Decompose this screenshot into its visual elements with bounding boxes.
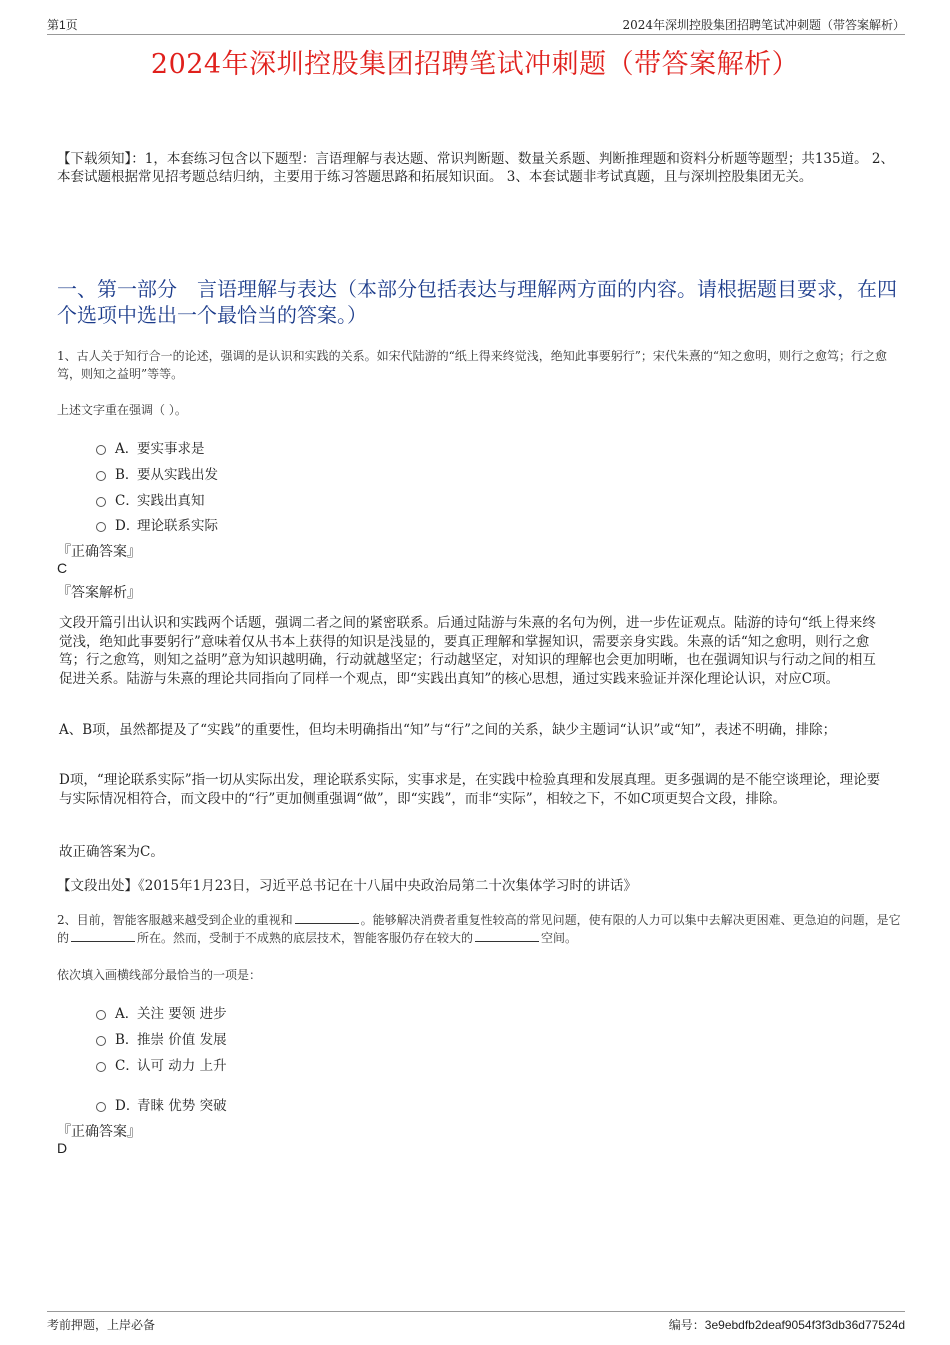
page-footer: [47, 1311, 905, 1340]
option-letter: C．: [115, 1058, 139, 1074]
option-text: 青睐 优势 突破: [137, 1098, 227, 1114]
document-title: 2024年深圳控股集团招聘笔试冲刺题（带答案解析）: [150, 49, 800, 80]
question-2-option-c[interactable]: [96, 1054, 227, 1074]
download-notice: 【下载须知】：1，本套练习包含以下题型：言语理解与表达题、常识判断题、数量关系题、判断推理题和资料分析题等题型；共135道。 2、本套试题根据常见招考题总结归纳，主要用于练习答题思路和拓展知识面。 3、本套试题非考试真题，且与深圳控股集团无关。: [57, 151, 894, 185]
option-text: 理论联系实际: [137, 518, 218, 534]
option-text: 要从实践出发: [137, 467, 218, 483]
page-number: 第1页: [47, 18, 78, 32]
option-letter: A．: [115, 1006, 139, 1022]
option-letter: B．: [115, 1032, 139, 1048]
option-text: 认可 动力 上升: [137, 1058, 227, 1074]
radio-icon[interactable]: [96, 1102, 106, 1112]
question-2-option-b[interactable]: [96, 1028, 227, 1048]
question-2-text-part: 所在。然而，受制于不成熟的底层技术，智能客服仍存在较大的: [137, 931, 474, 945]
fill-blank: [295, 911, 359, 924]
document-id: [669, 1316, 905, 1333]
radio-icon[interactable]: [96, 1062, 106, 1072]
question-2-option-d[interactable]: [96, 1094, 227, 1114]
answer-label: 『正确答案』: [57, 1124, 141, 1140]
question-1-option-b[interactable]: [96, 463, 218, 483]
analysis-paragraph: A、B项，虽然都提及了“实践”的重要性，但均未明确指出“知”与“行”之间的关系，缺少主题词“认识”或“知”，表述不明确，排除；: [59, 722, 837, 738]
analysis-paragraph: D项，“理论联系实际”指一切从实际出发，理论联系实际，实事求是，在实践中检验真理和发展真理。更多强调的是不能空谈理论，理论要与实际情况相符合，而文段中的“行”更加侧重强调“做”，即“实践”，而非“实际”，相较之下，不如C项更契合文段，排除。: [59, 772, 881, 807]
option-text: 推崇 价值 发展: [137, 1032, 227, 1048]
question-1-option-c[interactable]: [96, 489, 205, 509]
question-2-option-a[interactable]: [96, 1002, 227, 1022]
question-2-stem: 依次填入画横线部分最恰当的一项是：: [57, 968, 262, 982]
document-id-label: 编号：: [668, 1318, 705, 1332]
answer-value: D: [57, 1140, 68, 1156]
radio-icon[interactable]: [96, 471, 106, 481]
analysis-paragraph: 文段开篇引出认识和实践两个话题，强调二者之间的紧密联系。后通过陆游与朱熹的名句为例，进一步佐证观点。陆游的诗句“纸上得来终觉浅，绝知此事要躬行”意味着仅从书本上获得的知识是浅显的，要真正理解和掌握知识，需要亲身实践。朱熹的话“知之愈明，则行之愈笃；行之愈笃，则知之益明”意为知识越明确，行动就越坚定；行动越坚定，对知识的理解也会更加明晰，也在强调知识与行动之间的相互促进关系。陆游与朱熹的理论共同指向了同样一个观点，即“实践出真知”的核心思想，通过实践来验证并深化理论认识，对应C项。: [59, 615, 876, 687]
question-1-option-d[interactable]: [96, 514, 218, 534]
section-heading: 一、第一部分 言语理解与表达（本部分包括表达与理解两方面的内容。请根据题目要求，在四个选项中选出一个最恰当的答案。）: [57, 277, 897, 327]
option-text: 要实事求是: [137, 441, 205, 457]
option-letter: D．: [115, 1098, 140, 1114]
fill-blank: [71, 929, 135, 942]
source-citation: 【文段出处】《2015年1月23日，习近平总书记在十八届中央政治局第二十次集体学习时的讲话》: [57, 878, 637, 894]
page-header: [47, 14, 905, 35]
option-text: 关注 要领 进步: [137, 1006, 227, 1022]
radio-icon[interactable]: [96, 1036, 106, 1046]
option-letter: B．: [115, 467, 139, 483]
analysis-label: 『答案解析』: [57, 585, 141, 601]
option-text: 实践出真知: [137, 493, 205, 509]
question-1-text: 1、古人关于知行合一的论述，强调的是认识和实践的关系。如宋代陆游的“纸上得来终觉浅，绝知此事要躬行”；宋代朱熹的“知之愈明，则行之愈笃；行之愈笃，则知之益明”等等。: [57, 349, 888, 381]
question-1-option-a[interactable]: [96, 437, 205, 457]
fill-blank: [475, 929, 539, 942]
document-id-code: 3e9ebdfb2deaf9054f3f3db36d77524d: [704, 1318, 905, 1332]
radio-icon[interactable]: [96, 1010, 106, 1020]
question-2-text-part: 空间。: [541, 931, 578, 945]
option-letter: A．: [115, 441, 139, 457]
question-2-text-part: 2、目前，智能客服越来越受到企业的重视和: [57, 913, 293, 927]
question-2-text: [57, 911, 902, 947]
radio-icon[interactable]: [96, 522, 106, 532]
question-1-stem: 上述文字重在强调（ ）。: [57, 403, 187, 417]
option-letter: D．: [115, 518, 140, 534]
answer-value: C: [57, 560, 68, 576]
header-doc-title: 2024年深圳控股集团招聘笔试冲刺题（带答案解析）: [622, 18, 905, 32]
answer-label: 『正确答案』: [57, 544, 141, 560]
option-letter: C．: [115, 493, 139, 509]
radio-icon[interactable]: [96, 445, 106, 455]
question-2-text-part: 。能够解决消费者重复性较高的常见问题，使有限的人力可以集中去解决更困难、更急迫的问题，是它的: [57, 913, 901, 945]
footer-slogan: 考前押题，上岸必备: [47, 1318, 156, 1332]
analysis-conclusion: 故正确答案为C。: [59, 844, 164, 860]
radio-icon[interactable]: [96, 497, 106, 507]
